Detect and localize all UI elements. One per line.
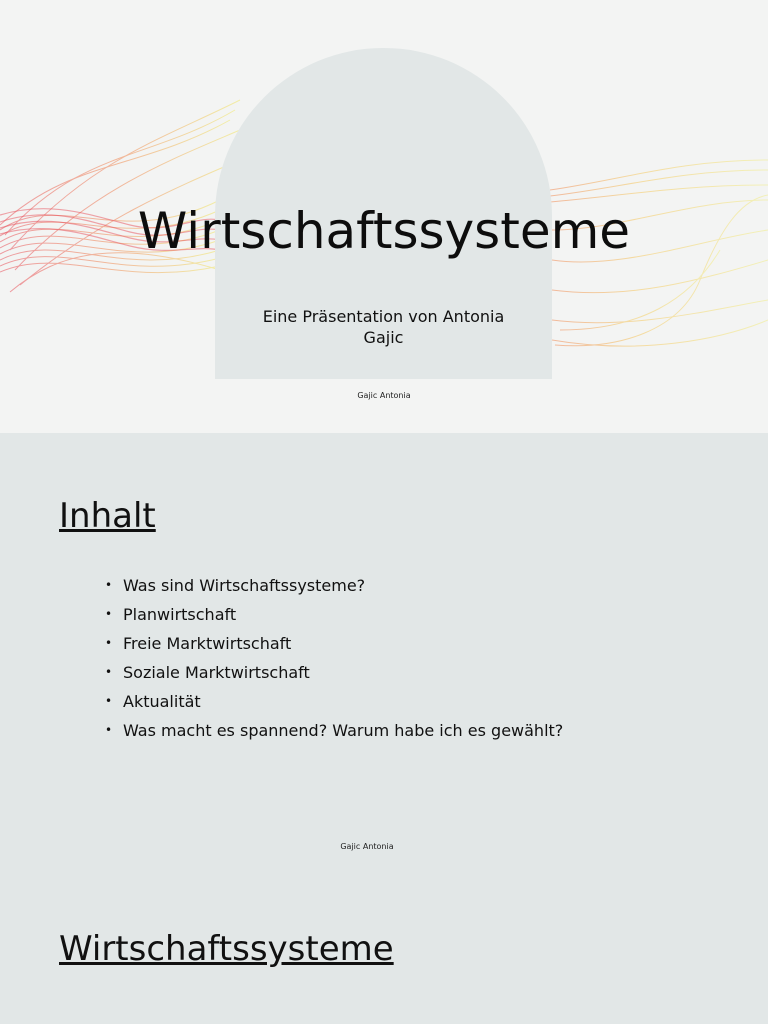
bullet-icon: •: [105, 636, 113, 650]
list-item-text: Soziale Marktwirtschaft: [123, 663, 310, 682]
slide-subtitle: Eine Präsentation von Antonia Gajic: [262, 307, 505, 347]
list-item: [105, 629, 563, 658]
list-item-text: Planwirtschaft: [123, 605, 237, 624]
bullet-icon: •: [105, 607, 113, 621]
contents-list: [105, 571, 563, 745]
title-slide: [0, 0, 768, 433]
list-item: [105, 716, 563, 745]
slide-footer: Gajic Antonia: [340, 842, 394, 851]
list-item-text: Was macht es spannend? Warum habe ich es gewählt?: [123, 721, 564, 740]
bullet-icon: •: [105, 578, 113, 592]
list-item: [105, 658, 563, 687]
list-item: [105, 687, 563, 716]
list-item: [105, 571, 563, 600]
list-item: [105, 600, 563, 629]
slide-title: Wirtschaftssysteme: [137, 202, 631, 260]
slide-footer: Gajic Antonia: [357, 391, 411, 400]
list-item-text: Aktualität: [123, 692, 201, 711]
bullet-icon: •: [105, 694, 113, 708]
bullet-icon: •: [105, 723, 113, 737]
slide-heading: Inhalt: [59, 496, 156, 536]
bullet-icon: •: [105, 665, 113, 679]
slide-heading: Wirtschaftssysteme: [59, 929, 394, 969]
list-item-text: Freie Marktwirtschaft: [123, 634, 292, 653]
list-item-text: Was sind Wirtschaftssysteme?: [123, 576, 366, 595]
